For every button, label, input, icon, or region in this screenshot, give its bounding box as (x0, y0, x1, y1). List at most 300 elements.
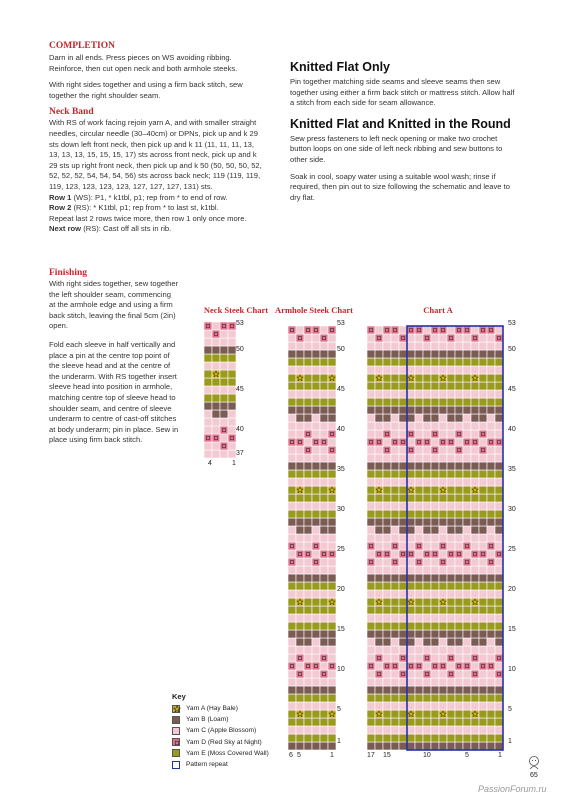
chart-cell (447, 638, 455, 646)
chart-cell (415, 358, 423, 366)
chart-cell (415, 366, 423, 374)
chart-cell (415, 478, 423, 486)
chart-cell (479, 638, 487, 646)
chart-cell (375, 694, 383, 702)
chart-cell (447, 398, 455, 406)
chart-cell (383, 470, 391, 478)
chart-cell (320, 606, 328, 614)
chart-cell (288, 574, 296, 582)
chart-cell (228, 338, 236, 346)
chart-cell (328, 646, 336, 654)
chart-cell (407, 558, 415, 566)
chart-cell (220, 426, 228, 434)
chart-cell (212, 402, 220, 410)
chart-cell (288, 446, 296, 454)
chart-cell (439, 550, 447, 558)
chart-cell (391, 398, 399, 406)
chart-a-row-label: 40 (508, 426, 516, 433)
chart-cell (495, 454, 503, 462)
chart-cell (439, 582, 447, 590)
chart-cell (471, 734, 479, 742)
swatch-icon (172, 727, 180, 735)
chart-cell (471, 646, 479, 654)
armhole-steek-chart-title: Armhole Steek Chart (275, 305, 353, 315)
chart-cell (312, 742, 320, 750)
chart-cell (383, 566, 391, 574)
chart-cell (471, 526, 479, 534)
chart-cell (296, 494, 304, 502)
chart-cell (487, 454, 495, 462)
chart-cell (312, 366, 320, 374)
chart-cell (399, 718, 407, 726)
chart-cell (479, 374, 487, 382)
chart-cell (320, 462, 328, 470)
chart-cell (479, 430, 487, 438)
chart-cell (423, 622, 431, 630)
chart-cell (495, 510, 503, 518)
chart-cell (431, 334, 439, 342)
chart-cell (288, 390, 296, 398)
chart-cell (463, 630, 471, 638)
chart-cell (415, 686, 423, 694)
neck-row-label: 45 (236, 386, 244, 393)
chart-cell (296, 654, 304, 662)
chart-cell (328, 726, 336, 734)
chart-cell (407, 326, 415, 334)
chart-cell (447, 606, 455, 614)
chart-cell (439, 622, 447, 630)
chart-cell (487, 646, 495, 654)
chart-cell (304, 390, 312, 398)
chart-cell (463, 734, 471, 742)
neck-band-heading: Neck Band (49, 107, 94, 118)
chart-cell (463, 430, 471, 438)
chart-cell (455, 606, 463, 614)
chart-cell (431, 542, 439, 550)
chart-cell (383, 366, 391, 374)
chart-cell (423, 590, 431, 598)
chart-cell (479, 398, 487, 406)
chart-cell (423, 350, 431, 358)
chart-cell (487, 438, 495, 446)
chart-cell (455, 622, 463, 630)
chart-cell (447, 582, 455, 590)
chart-cell (375, 382, 383, 390)
chart-cell (312, 382, 320, 390)
chart-cell (383, 462, 391, 470)
chart-cell (383, 742, 391, 750)
chart-cell (407, 414, 415, 422)
chart-cell (399, 670, 407, 678)
chart-cell (447, 446, 455, 454)
chart-cell (479, 646, 487, 654)
chart-cell (487, 622, 495, 630)
chart-cell (383, 398, 391, 406)
chart-cell (407, 398, 415, 406)
chart-cell (304, 662, 312, 670)
chart-cell (328, 470, 336, 478)
chart-cell (399, 334, 407, 342)
chart-cell (399, 390, 407, 398)
chart-cell (328, 406, 336, 414)
chart-cell (212, 410, 220, 418)
chart-cell (415, 414, 423, 422)
chart-cell (487, 470, 495, 478)
chart-cell (328, 366, 336, 374)
chart-cell (487, 478, 495, 486)
chart-cell (375, 614, 383, 622)
chart-cell (423, 646, 431, 654)
chart-cell (407, 334, 415, 342)
chart-cell (415, 430, 423, 438)
chart-cell (288, 582, 296, 590)
chart-cell (296, 422, 304, 430)
chart-cell (447, 374, 455, 382)
chart-cell (367, 494, 375, 502)
chart-cell (479, 542, 487, 550)
chart-cell (415, 486, 423, 494)
chart-cell (431, 630, 439, 638)
chart-a-row-label: 1 (508, 738, 512, 745)
chart-cell (383, 342, 391, 350)
chart-cell (391, 558, 399, 566)
armhole-row-label: 15 (337, 626, 345, 633)
chart-cell (455, 566, 463, 574)
chart-cell (495, 526, 503, 534)
chart-cell (312, 398, 320, 406)
chart-cell (320, 390, 328, 398)
chart-cell (328, 502, 336, 510)
chart-cell (407, 406, 415, 414)
square-dot-icon (172, 738, 180, 746)
chart-cell (487, 606, 495, 614)
chart-cell (471, 654, 479, 662)
chart-cell (288, 598, 296, 606)
chart-cell (304, 534, 312, 542)
chart-cell (463, 558, 471, 566)
chart-cell (391, 438, 399, 446)
chart-cell (367, 414, 375, 422)
chart-cell (383, 542, 391, 550)
chart-cell (495, 518, 503, 526)
chart-cell (447, 534, 455, 542)
chart-a-row-label: 35 (508, 466, 516, 473)
chart-cell (439, 478, 447, 486)
chart-cell (312, 542, 320, 550)
chart-cell (296, 534, 304, 542)
chart-cell (447, 670, 455, 678)
chart-cell (367, 342, 375, 350)
chart-a-row-label: 20 (508, 586, 516, 593)
chart-cell (296, 574, 304, 582)
chart-cell (455, 374, 463, 382)
chart-cell (367, 422, 375, 430)
chart-cell (455, 438, 463, 446)
chart-cell (228, 346, 236, 354)
chart-cell (304, 542, 312, 550)
chart-cell (479, 526, 487, 534)
chart-cell (447, 438, 455, 446)
chart-cell (463, 726, 471, 734)
chart-cell (312, 534, 320, 542)
chart-cell (383, 678, 391, 686)
chart-cell (383, 454, 391, 462)
chart-cell (495, 550, 503, 558)
chart-cell (320, 742, 328, 750)
chart-cell (288, 566, 296, 574)
chart-cell (375, 742, 383, 750)
chart-cell (439, 422, 447, 430)
chart-cell (320, 518, 328, 526)
key-item: Yarn E (Moss Covered Wall) (172, 748, 282, 759)
chart-cell (447, 614, 455, 622)
chart-cell (391, 534, 399, 542)
chart-cell (399, 566, 407, 574)
chart-cell (383, 510, 391, 518)
chart-cell (204, 346, 212, 354)
chart-cell (312, 526, 320, 534)
chart-cell (487, 510, 495, 518)
chart-cell (288, 422, 296, 430)
chart-cell (423, 414, 431, 422)
chart-cell (328, 534, 336, 542)
chart-cell (296, 662, 304, 670)
chart-cell (312, 702, 320, 710)
chart-cell (383, 494, 391, 502)
chart-cell (479, 326, 487, 334)
chart-cell (431, 654, 439, 662)
watermark: PassionForum.ru (478, 784, 547, 794)
chart-cell (375, 494, 383, 502)
chart-cell (495, 654, 503, 662)
chart-cell (383, 526, 391, 534)
chart-cell (399, 326, 407, 334)
chart-cell (212, 378, 220, 386)
chart-cell (204, 362, 212, 370)
chart-cell (391, 334, 399, 342)
chart-cell (423, 446, 431, 454)
chart-cell (391, 358, 399, 366)
chart-cell (479, 590, 487, 598)
chart-cell (212, 354, 220, 362)
chart-cell (415, 510, 423, 518)
chart-cell (383, 686, 391, 694)
chart-cell (328, 686, 336, 694)
chart-cell (375, 358, 383, 366)
chart-cell (399, 414, 407, 422)
chart-cell (367, 446, 375, 454)
chart-cell (463, 382, 471, 390)
chart-cell (367, 702, 375, 710)
chart-cell (463, 534, 471, 542)
chart-cell (487, 654, 495, 662)
chart-cell (447, 694, 455, 702)
chart-cell (288, 358, 296, 366)
chart-cell (487, 494, 495, 502)
chart-cell (328, 494, 336, 502)
chart-cell (391, 470, 399, 478)
chart-cell (320, 686, 328, 694)
chart-cell (431, 558, 439, 566)
chart-cell (439, 630, 447, 638)
chart-cell (367, 526, 375, 534)
chart-cell (375, 438, 383, 446)
chart-cell (304, 478, 312, 486)
chart-cell (439, 438, 447, 446)
chart-cell (304, 446, 312, 454)
chart-cell (367, 462, 375, 470)
chart-cell (288, 550, 296, 558)
chart-cell (423, 342, 431, 350)
chart-cell (228, 450, 236, 458)
chart-cell (399, 470, 407, 478)
chart-cell (204, 322, 212, 330)
chart-cell (495, 534, 503, 542)
chart-cell (399, 398, 407, 406)
chart-cell (463, 358, 471, 366)
chart-cell (367, 638, 375, 646)
chart-cell (447, 590, 455, 598)
chart-cell (399, 486, 407, 494)
finishing-p1: With right sides together, sew together the left shoulder seam, commencing at the armhole edge and using a firm back stitch, leaving the final 5cm (2in) open. (49, 279, 179, 331)
chart-cell (407, 422, 415, 430)
chart-cell (423, 614, 431, 622)
chart-cell (423, 606, 431, 614)
chart-cell (312, 574, 320, 582)
chart-cell (479, 582, 487, 590)
chart-cell (439, 694, 447, 702)
chart-cell (220, 450, 228, 458)
chart-cell (375, 446, 383, 454)
chart-cell (455, 574, 463, 582)
chart-cell (212, 330, 220, 338)
chart-cell (439, 678, 447, 686)
chart-cell (463, 710, 471, 718)
chart-cell (304, 398, 312, 406)
chart-cell (447, 622, 455, 630)
chart-a-row-label: 5 (508, 706, 512, 713)
chart-cell (391, 590, 399, 598)
chart-cell (495, 430, 503, 438)
chart-cell (296, 502, 304, 510)
chart-cell (415, 662, 423, 670)
chart-cell (288, 630, 296, 638)
chart-cell (391, 574, 399, 582)
chart-cell (455, 678, 463, 686)
chart-cell (399, 550, 407, 558)
chart-cell (407, 550, 415, 558)
chart-cell (439, 734, 447, 742)
chart-cell (487, 614, 495, 622)
chart-cell (431, 534, 439, 542)
chart-cell (463, 414, 471, 422)
chart-cell (220, 322, 228, 330)
chart-cell (423, 558, 431, 566)
chart-cell (328, 358, 336, 366)
chart-cell (399, 678, 407, 686)
chart-cell (407, 638, 415, 646)
chart-cell (288, 542, 296, 550)
chart-cell (375, 510, 383, 518)
chart-cell (447, 422, 455, 430)
chart-cell (304, 622, 312, 630)
chart-cell (479, 414, 487, 422)
chart-cell (423, 518, 431, 526)
chart-cell (312, 486, 320, 494)
chart-cell (415, 334, 423, 342)
chart-cell (312, 718, 320, 726)
chart-cell (304, 414, 312, 422)
chart-cell (383, 326, 391, 334)
chart-cell (423, 422, 431, 430)
chart-cell (487, 702, 495, 710)
chart-cell (487, 550, 495, 558)
chart-cell (391, 638, 399, 646)
chart-cell (383, 734, 391, 742)
chart-cell (288, 350, 296, 358)
chart-cell (296, 446, 304, 454)
chart-cell (367, 614, 375, 622)
chart-cell (304, 470, 312, 478)
chart-cell (328, 558, 336, 566)
chart-cell (383, 350, 391, 358)
chart-cell (463, 390, 471, 398)
chart-cell (431, 694, 439, 702)
chart-cell (439, 614, 447, 622)
chart-cell (439, 702, 447, 710)
chart-cell (375, 406, 383, 414)
chart-cell (495, 670, 503, 678)
chart-cell (367, 566, 375, 574)
chart-cell (367, 430, 375, 438)
chart-cell (415, 462, 423, 470)
chart-cell (407, 654, 415, 662)
chart-cell (479, 718, 487, 726)
chart-cell (407, 646, 415, 654)
armhole-row-label: 10 (337, 666, 345, 673)
chart-cell (455, 638, 463, 646)
chart-cell (367, 598, 375, 606)
chart-cell (487, 414, 495, 422)
chart-cell (312, 518, 320, 526)
chart-cell (320, 646, 328, 654)
chart-cell (204, 378, 212, 386)
chart-cell (383, 574, 391, 582)
chart-cell (320, 350, 328, 358)
chart-cell (447, 470, 455, 478)
chart-cell (463, 438, 471, 446)
chart-cell (495, 446, 503, 454)
chart-cell (296, 742, 304, 750)
chart-cell (383, 630, 391, 638)
chart-cell (320, 726, 328, 734)
chart-key (172, 692, 282, 770)
chart-cell (320, 414, 328, 422)
chart-cell (423, 334, 431, 342)
chart-cell (320, 326, 328, 334)
chart-cell (463, 614, 471, 622)
chart-cell (367, 726, 375, 734)
chart-cell (304, 374, 312, 382)
chart-cell (439, 654, 447, 662)
chart-cell (447, 646, 455, 654)
chart-cell (471, 462, 479, 470)
chart-cell (423, 382, 431, 390)
chart-cell (463, 542, 471, 550)
chart-cell (288, 654, 296, 662)
chart-cell (455, 718, 463, 726)
chart-cell (375, 550, 383, 558)
